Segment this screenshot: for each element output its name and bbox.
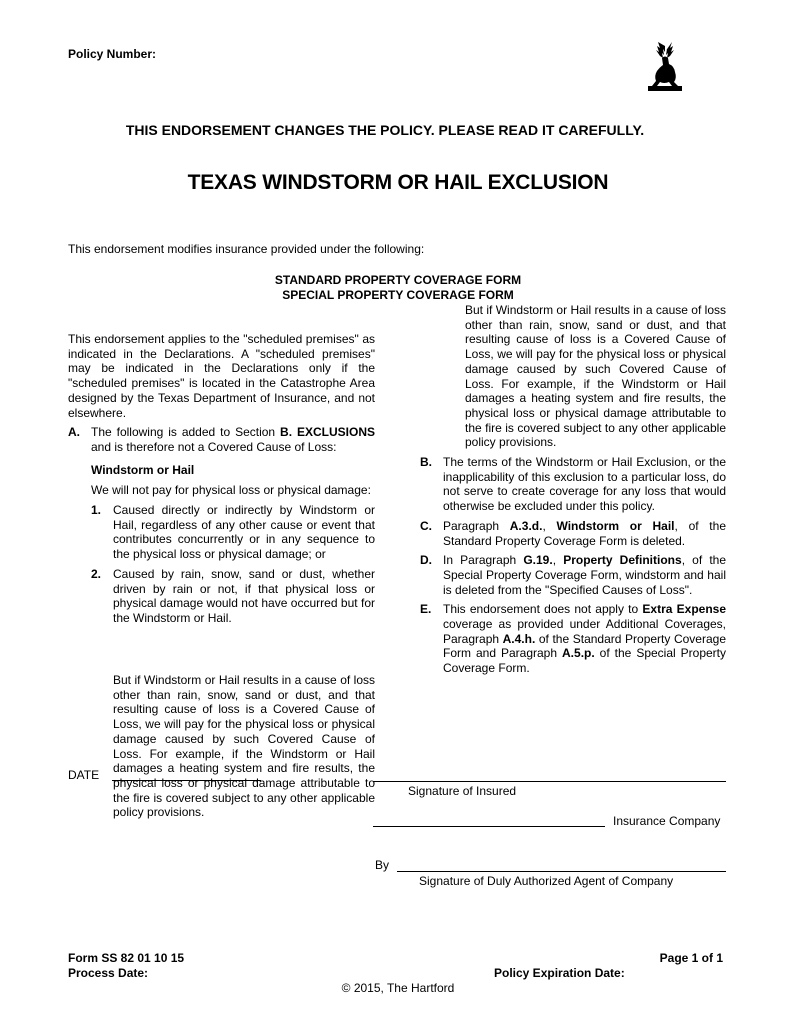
section-a — [68, 425, 375, 625]
section-e-label: E. — [420, 602, 432, 617]
coverage-forms-list — [0, 273, 796, 303]
d-text-3: , of the Special Property Coverage Form, windstorm and hail is deleted from the "Specified Causes of Loss". — [443, 553, 726, 597]
form-number: Form SS 82 01 10 15 — [68, 951, 185, 965]
section-a-text-2: and is therefore not a Covered Cause of Loss: — [91, 439, 337, 454]
date-label: DATE — [68, 768, 100, 782]
coverage-form-item: SPECIAL PROPERTY COVERAGE FORM — [282, 288, 514, 302]
section-c — [420, 519, 726, 548]
e-bold-2: A.4.h. — [502, 631, 536, 646]
section-b-label: B. — [420, 455, 432, 469]
coverage-form-item: STANDARD PROPERTY COVERAGE FORM — [274, 273, 522, 287]
c-text-1: Paragraph — [443, 518, 510, 533]
section-a-lead: We will not pay for physical loss or physical damage: — [91, 483, 371, 498]
section-e — [420, 602, 726, 676]
section-c-label: C. — [420, 518, 432, 533]
endorsement-notice: THIS ENDORSEMENT CHANGES THE POLICY. PLEASE READ IT CAREFULLY. — [125, 122, 645, 138]
page-title: TEXAS WINDSTORM OR HAIL EXCLUSION — [187, 171, 609, 194]
d-text-1: In Paragraph — [443, 553, 524, 568]
right-column — [420, 303, 727, 676]
policy-number-label: Policy Number: — [68, 47, 157, 61]
d-text-2: , — [552, 553, 564, 568]
section-a-text-1: The following is added to Section — [91, 425, 281, 440]
c-text-3: , of the Standard Property Coverage Form is deleted. — [443, 518, 726, 548]
d-bold-2: Property Definitions — [563, 553, 682, 568]
insurance-company-label: Insurance Company — [613, 814, 721, 828]
item-2-continuation-rest: But if Windstorm or Hail results in a cause of loss other than rain, snow, sand or dust, and that resulting cause of loss is a Covered Cause of Loss, we will pay for the physical loss or physical damage caused by such Covered Cause of Loss. For example, if the Windstorm or Hail damages a heating system and fire results, the physical loss or physical damage attributable to the fire is covered subject to any other applicable policy provisions. — [465, 303, 726, 450]
section-d-label: D. — [420, 553, 432, 568]
process-date-label: Process Date: — [68, 966, 149, 980]
section-d — [420, 553, 726, 597]
item-1-text: Caused directly or indirectly by Windstorm or Hail, regardless of any other cause or event that contributes concurrently or in any sequence to the physical loss or physical damage; or — [113, 503, 375, 562]
e-text-2: coverage as provided under Additional Coverages, Paragraph — [443, 617, 726, 646]
c-bold-2: Windstorm or Hail — [556, 518, 675, 533]
item-1-label: 1. — [91, 503, 102, 518]
intro-text: This endorsement modifies insurance provided under the following: — [68, 242, 425, 256]
left-column — [68, 332, 375, 626]
preamble-paragraph: This endorsement applies to the "scheduled premises" as indicated in the Declarations. A "scheduled premises" may be indicated in the Declarations only if the "scheduled premises" is located in the Catastrophe Area designed by the Texas Department of Insurance, and not elsewhere. — [68, 332, 375, 420]
e-text-3: of the Standard Property Coverage Form and Paragraph — [443, 631, 726, 661]
section-b — [420, 455, 726, 514]
item-2-text: Caused by rain, snow, sand or dust, whether driven by rain or not, if that physical loss or physical damage would not have occurred but for the Windstorm or Hail. — [113, 566, 375, 625]
windstorm-heading: Windstorm or Hail — [91, 462, 195, 477]
copyright: © 2015, The Hartford — [341, 981, 455, 995]
insurance-company-field[interactable] — [373, 826, 605, 827]
section-c-text — [443, 519, 726, 548]
e-text-1: This endorsement does not apply to — [443, 602, 643, 617]
item-2-label: 2. — [91, 566, 102, 581]
item-2-continuation-left — [113, 673, 375, 820]
footer-left — [68, 951, 184, 981]
date-field[interactable] — [112, 780, 261, 781]
by-label: By — [375, 858, 390, 872]
section-b-text: The terms of the Windstorm or Hail Exclusion, or the inapplicability of this exclusion to a particular loss, do not serve to create coverage for any loss that would otherwise be excluded under this policy. — [443, 455, 726, 514]
insured-signature-field[interactable] — [373, 781, 726, 782]
insured-signature-label: Signature of Insured — [408, 784, 517, 798]
stag-logo-icon — [644, 40, 686, 92]
item-2-continuation-text: But if Windstorm or Hail results in a cause of loss other than rain, snow, sand or dust, and that resulting cause of loss is a Covered Cause of Loss, we will pay for the physical loss or physical damage caused by such Covered Cause of Loss. For example, if the Windstorm or Hail damages a heating system and fire results, the physical loss or physical damage attributable to the fire is covered subject to any other applicable policy provisions. — [113, 673, 375, 820]
section-a-label: A. — [68, 425, 80, 440]
section-a-item-2 — [91, 567, 375, 626]
d-bold-1: G.19. — [523, 553, 553, 568]
section-a-item-1 — [91, 503, 375, 562]
c-bold-1: A.3.d. — [509, 518, 543, 533]
item-2-continuation-right — [420, 303, 726, 450]
section-e-text — [443, 602, 726, 676]
c-text-2: , — [542, 518, 557, 533]
section-a-bold: B. EXCLUSIONS — [280, 425, 375, 440]
policy-expiration-label: Policy Expiration Date: — [494, 966, 625, 980]
agent-signature-field[interactable] — [397, 871, 726, 872]
section-a-text — [91, 425, 375, 454]
section-d-text — [443, 553, 726, 597]
page-number: Page 1 of 1 — [659, 951, 723, 965]
e-bold-1: Extra Expense — [642, 602, 726, 617]
agent-signature-label: Signature of Duly Authorized Agent of Company — [419, 874, 674, 888]
e-bold-3: A.5.p. — [562, 646, 595, 661]
e-text-4: of the Special Property Coverage Form. — [443, 646, 727, 676]
